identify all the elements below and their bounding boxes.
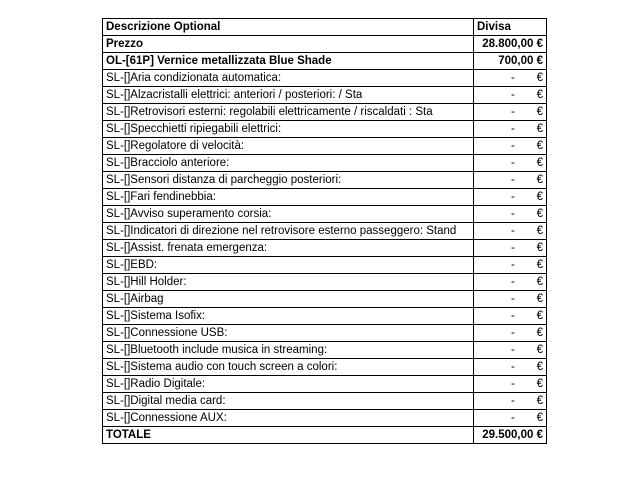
item-value xyxy=(474,121,547,138)
item-label: SL-[]Aria condizionata automatica: xyxy=(103,70,474,87)
table-row xyxy=(103,291,547,308)
item-currency: € xyxy=(536,378,543,390)
item-value xyxy=(474,342,547,359)
table-row xyxy=(103,308,547,325)
table-row xyxy=(103,70,547,87)
item-value xyxy=(474,274,547,291)
item-dash: - xyxy=(511,225,515,237)
item-dash: - xyxy=(511,378,515,390)
item-value xyxy=(474,87,547,104)
item-dash: - xyxy=(511,344,515,356)
table-row xyxy=(103,325,547,342)
item-value xyxy=(474,376,547,393)
item-dash: - xyxy=(511,276,515,288)
table-row xyxy=(103,206,547,223)
item-currency: € xyxy=(536,191,543,203)
price-value: 28.800,00 € xyxy=(474,36,547,53)
item-currency: € xyxy=(536,106,543,118)
paint-value: 700,00 € xyxy=(474,53,547,70)
table-row xyxy=(103,87,547,104)
item-currency: € xyxy=(536,344,543,356)
item-currency: € xyxy=(536,310,543,322)
item-label: SL-[]Bluetooth include musica in streaming: xyxy=(103,342,474,359)
item-value xyxy=(474,104,547,121)
item-value xyxy=(474,138,547,155)
item-label: SL-[]EBD: xyxy=(103,257,474,274)
item-currency: € xyxy=(536,157,543,169)
item-dash: - xyxy=(511,208,515,220)
item-dash: - xyxy=(511,191,515,203)
header-currency: Divisa xyxy=(474,19,547,36)
item-dash: - xyxy=(511,395,515,407)
item-value xyxy=(474,308,547,325)
item-value xyxy=(474,359,547,376)
item-value xyxy=(474,257,547,274)
item-currency: € xyxy=(536,276,543,288)
item-value xyxy=(474,291,547,308)
item-label: SL-[]Bracciolo anteriore: xyxy=(103,155,474,172)
table-row xyxy=(103,155,547,172)
total-label: TOTALE xyxy=(103,427,474,444)
table-row xyxy=(103,257,547,274)
table-row xyxy=(103,189,547,206)
item-currency: € xyxy=(536,123,543,135)
item-label: SL-[]Indicatori di direzione nel retrovisore esterno passeggero: Stand xyxy=(103,223,474,240)
item-label: SL-[]Connessione USB: xyxy=(103,325,474,342)
item-dash: - xyxy=(511,361,515,373)
item-currency: € xyxy=(536,327,543,339)
item-label: SL-[]Assist. frenata emergenza: xyxy=(103,240,474,257)
item-currency: € xyxy=(536,259,543,271)
item-currency: € xyxy=(536,174,543,186)
item-value xyxy=(474,155,547,172)
price-label: Prezzo xyxy=(103,36,474,53)
item-dash: - xyxy=(511,123,515,135)
item-label: SL-[]Hill Holder: xyxy=(103,274,474,291)
item-value xyxy=(474,393,547,410)
item-dash: - xyxy=(511,310,515,322)
item-dash: - xyxy=(511,174,515,186)
item-label: SL-[]Sensori distanza di parcheggio posteriori: xyxy=(103,172,474,189)
item-label: SL-[]Sistema Isofix: xyxy=(103,308,474,325)
item-label: SL-[]Retrovisori esterni: regolabili elettricamente / riscaldati : Sta xyxy=(103,104,474,121)
table-row xyxy=(103,172,547,189)
table-row xyxy=(103,274,547,291)
item-currency: € xyxy=(536,140,543,152)
item-dash: - xyxy=(511,89,515,101)
item-value xyxy=(474,240,547,257)
item-currency: € xyxy=(536,361,543,373)
item-currency: € xyxy=(536,293,543,305)
item-dash: - xyxy=(511,72,515,84)
paint-label: OL-[61P] Vernice metallizzata Blue Shade xyxy=(103,53,474,70)
item-value xyxy=(474,410,547,427)
item-currency: € xyxy=(536,72,543,84)
item-dash: - xyxy=(511,242,515,254)
item-label: SL-[]Connessione AUX: xyxy=(103,410,474,427)
item-dash: - xyxy=(511,140,515,152)
table-body xyxy=(103,19,547,444)
item-label: SL-[]Digital media card: xyxy=(103,393,474,410)
item-currency: € xyxy=(536,225,543,237)
table-row xyxy=(103,240,547,257)
item-dash: - xyxy=(511,412,515,424)
item-value xyxy=(474,189,547,206)
item-value xyxy=(474,172,547,189)
header-row xyxy=(103,19,547,36)
table-row xyxy=(103,138,547,155)
item-label: SL-[]Radio Digitale: xyxy=(103,376,474,393)
header-description: Descrizione Optional xyxy=(103,19,474,36)
item-label: SL-[]Alzacristalli elettrici: anteriori / posteriori: / Sta xyxy=(103,87,474,104)
item-value xyxy=(474,70,547,87)
paint-row xyxy=(103,53,547,70)
item-label: SL-[]Sistema audio con touch screen a colori: xyxy=(103,359,474,376)
table-row xyxy=(103,223,547,240)
price-row xyxy=(103,36,547,53)
item-dash: - xyxy=(511,259,515,271)
item-currency: € xyxy=(536,89,543,101)
item-dash: - xyxy=(511,157,515,169)
item-dash: - xyxy=(511,106,515,118)
item-label: SL-[]Airbag xyxy=(103,291,474,308)
total-row xyxy=(103,427,547,444)
table-row xyxy=(103,104,547,121)
table-row xyxy=(103,410,547,427)
table-row xyxy=(103,376,547,393)
item-label: SL-[]Fari fendinebbia: xyxy=(103,189,474,206)
table-row xyxy=(103,393,547,410)
item-currency: € xyxy=(536,208,543,220)
table-row xyxy=(103,121,547,138)
table-row xyxy=(103,342,547,359)
item-value xyxy=(474,223,547,240)
item-dash: - xyxy=(511,293,515,305)
total-value: 29.500,00 € xyxy=(474,427,547,444)
item-label: SL-[]Specchietti ripiegabili elettrici: xyxy=(103,121,474,138)
item-currency: € xyxy=(536,412,543,424)
item-currency: € xyxy=(536,395,543,407)
item-value xyxy=(474,206,547,223)
optional-price-table xyxy=(102,18,547,444)
item-dash: - xyxy=(511,327,515,339)
table-row xyxy=(103,359,547,376)
item-label: SL-[]Regolatore di velocità: xyxy=(103,138,474,155)
item-currency: € xyxy=(536,242,543,254)
item-value xyxy=(474,325,547,342)
item-label: SL-[]Avviso superamento corsia: xyxy=(103,206,474,223)
